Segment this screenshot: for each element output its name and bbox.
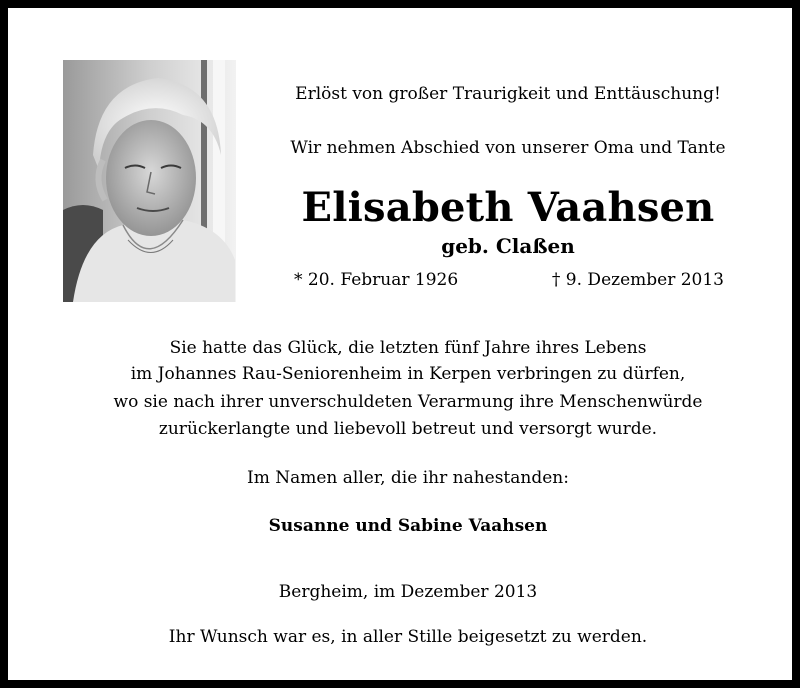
signers: Susanne und Sabine Vaahsen xyxy=(268,516,548,536)
death-date: † 9. Dezember 2013 xyxy=(551,270,724,290)
closing-line: Ihr Wunsch war es, in aller Stille beigesetzt zu werden. xyxy=(168,627,648,647)
place-date: Bergheim, im Dezember 2013 xyxy=(278,582,538,602)
body-line-3: wo sie nach ihrer unverschuldeten Verarmung ihre Menschenwürde xyxy=(113,392,703,412)
on-behalf-line: Im Namen aller, die ihr nahestanden: xyxy=(247,468,569,488)
body-line-1: Sie hatte das Glück, die letzten fünf Jahre ihres Lebens xyxy=(169,338,647,358)
portrait-photo xyxy=(63,60,236,302)
deceased-name: Elisabeth Vaahsen xyxy=(301,184,715,231)
intro-line-1: Erlöst von großer Traurigkeit und Enttäuschung! xyxy=(295,84,721,104)
body-line-4: zurückerlangte und liebevoll betreut und versorgt wurde. xyxy=(158,419,658,439)
maiden-name: geb. Claßen xyxy=(441,234,575,258)
portrait-image xyxy=(63,60,236,302)
intro-line-2: Wir nehmen Abschied von unserer Oma und Tante xyxy=(290,138,726,158)
body-line-2: im Johannes Rau-Seniorenheim in Kerpen verbringen zu dürfen, xyxy=(130,364,686,384)
birth-date: * 20. Februar 1926 xyxy=(294,270,459,290)
